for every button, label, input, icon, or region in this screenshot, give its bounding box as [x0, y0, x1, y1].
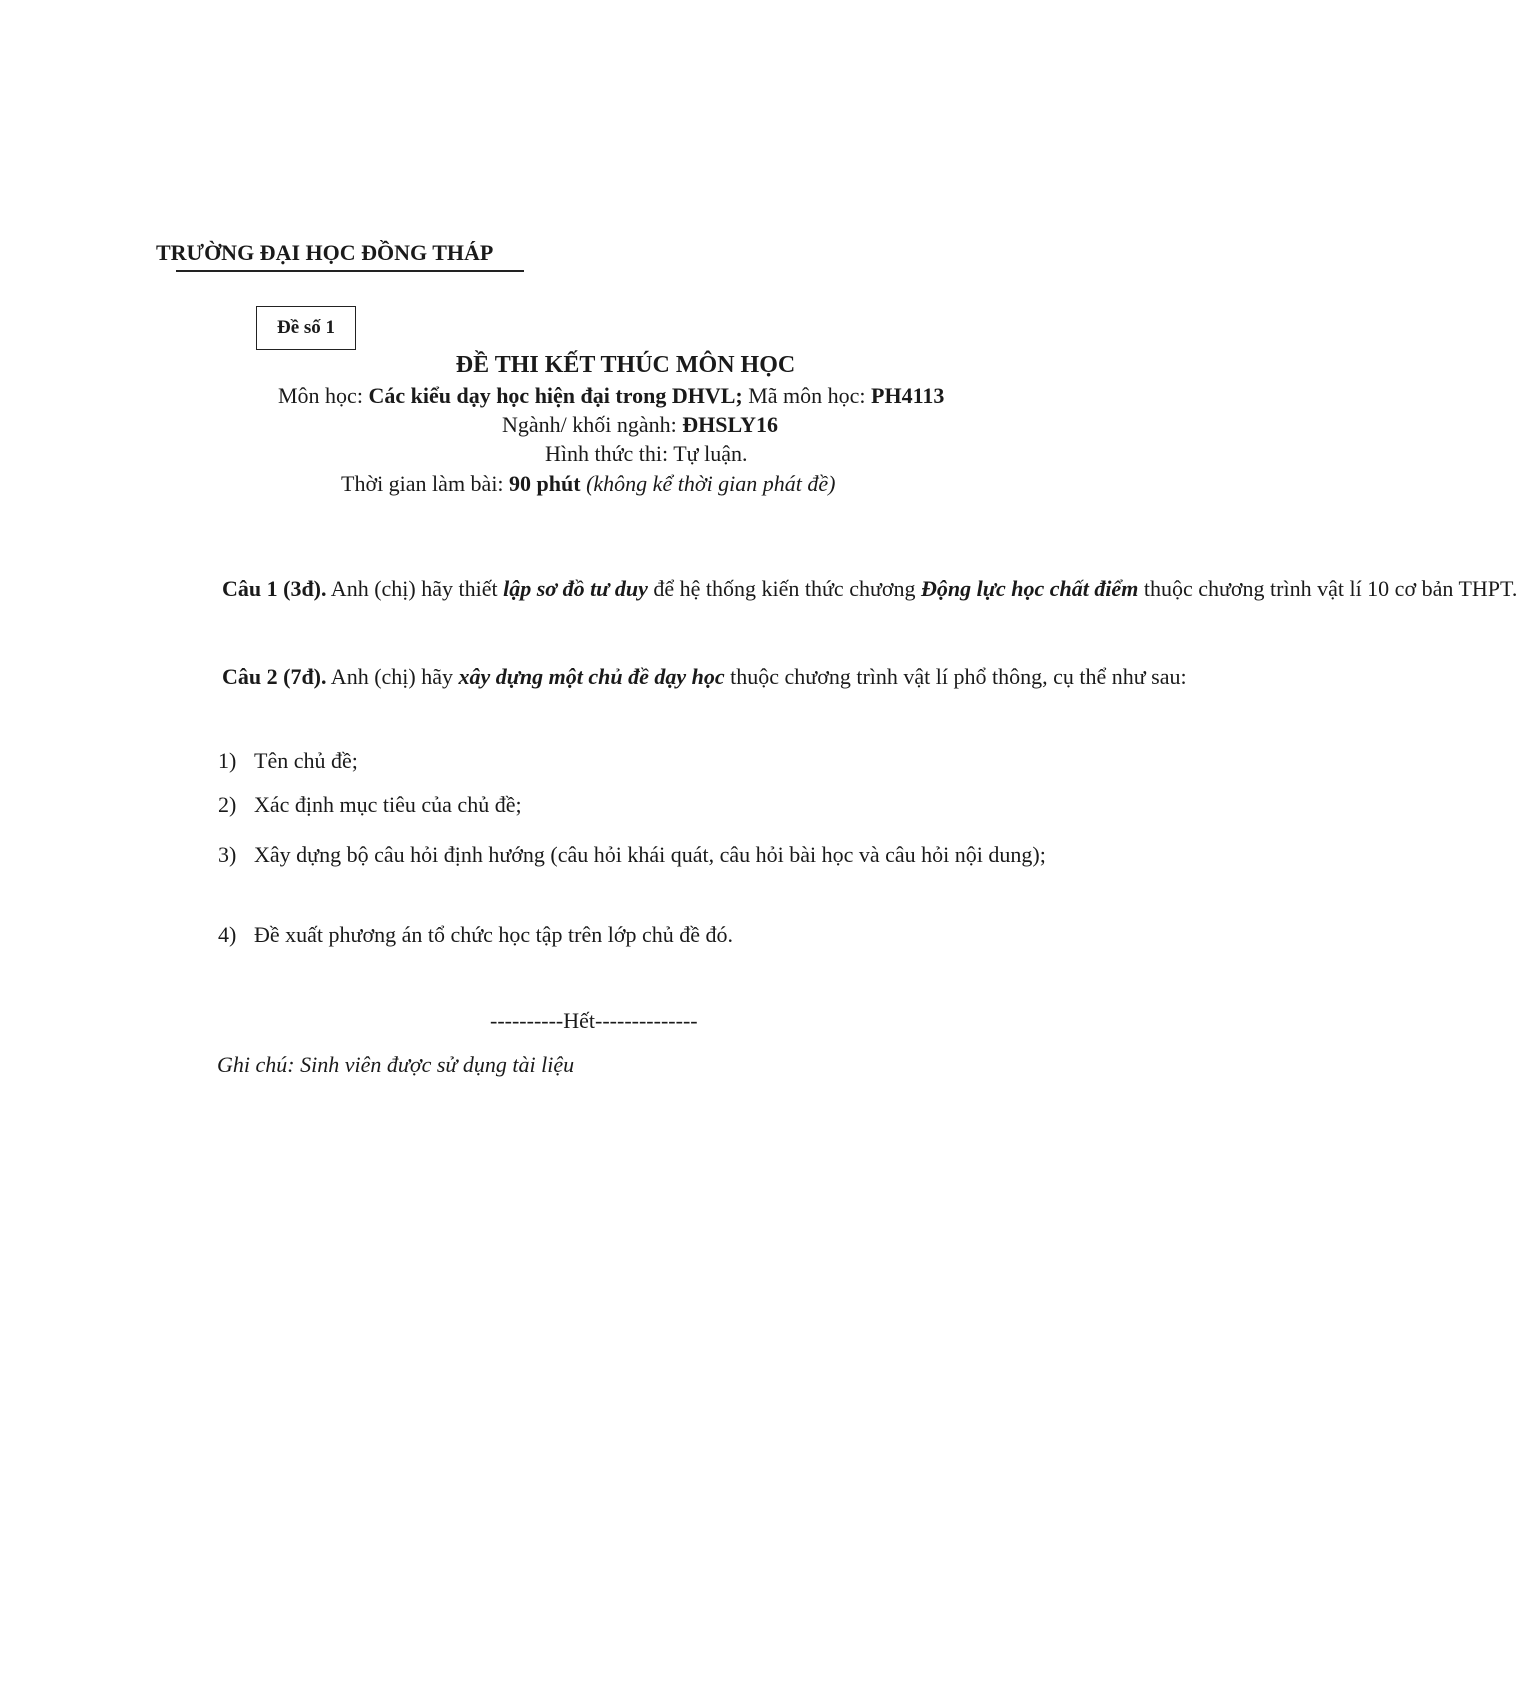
- list-item: [218, 922, 733, 948]
- question-2-text-2: thuộc chương trình vật lí phổ thông, cụ thể như sau:: [724, 664, 1187, 689]
- time-line: [341, 471, 836, 497]
- subject-line: [278, 383, 944, 409]
- subject-label: Môn học:: [278, 383, 369, 408]
- major-label: Ngành/ khối ngành:: [502, 412, 683, 437]
- exam-form: Hình thức thi: Tự luận.: [545, 441, 748, 466]
- exam-code-box: [256, 306, 356, 350]
- end-marker: ----------Hết--------------: [490, 1008, 698, 1033]
- question-1-emphasis-2: Động lực học chất điểm: [921, 576, 1139, 601]
- list-item: [218, 833, 1092, 876]
- exam-code: Đề số 1: [276, 317, 336, 338]
- question-2-text: Anh (chị) hãy: [326, 664, 459, 689]
- list-item-text: Xây dựng bộ câu hỏi định hướng (câu hỏi khái quát, câu hỏi bài học và câu hỏi nội dung);: [254, 842, 1046, 867]
- major-value: ĐHSLY16: [682, 412, 779, 437]
- question-1-emphasis-1: lập sơ đồ tư duy: [503, 576, 648, 601]
- list-item-text: Đề xuất phương án tổ chức học tập trên lớp chủ đề đó.: [254, 922, 734, 947]
- note: Ghi chú: Sinh viên được sử dụng tài liệu: [217, 1052, 575, 1077]
- list-item: [218, 792, 522, 818]
- question-2: [150, 655, 1187, 698]
- list-item-number: 4): [218, 922, 237, 947]
- school-underline: [176, 270, 524, 272]
- exam-title: ĐỀ THI KẾT THÚC MÔN HỌC: [455, 352, 796, 378]
- list-item-text: Xác định mục tiêu của chủ đề;: [254, 792, 522, 817]
- subject-name: Các kiểu dạy học hiện đại trong DHVL;: [368, 383, 743, 408]
- question-1: [150, 567, 1517, 610]
- school-name: TRƯỜNG ĐẠI HỌC ĐỒNG THÁP: [156, 240, 494, 265]
- time-note: (không kể thời gian phát đề): [580, 471, 836, 496]
- question-1-label: Câu 1 (3đ).: [222, 576, 327, 601]
- question-2-emphasis: xây dựng một chủ đề dạy học: [458, 664, 725, 689]
- major-line: [502, 412, 778, 438]
- list-item-number: 2): [218, 792, 237, 817]
- list-item-text: Tên chủ đề;: [254, 748, 358, 773]
- list-item: [218, 748, 358, 774]
- list-item-number: 1): [218, 748, 237, 773]
- time-label: Thời gian làm bài:: [341, 471, 510, 496]
- list-item-number: 3): [218, 842, 237, 867]
- subject-code-label: Mã môn học:: [742, 383, 872, 408]
- time-value: 90 phút: [509, 471, 581, 496]
- question-2-label: Câu 2 (7đ).: [222, 664, 327, 689]
- question-1-text: Anh (chị) hãy thiết: [326, 576, 504, 601]
- question-1-text-2: để hệ thống kiến thức chương: [647, 576, 922, 601]
- question-1-text-3: thuộc chương trình vật lí 10 cơ bản THPT.: [1138, 576, 1517, 601]
- subject-code: PH4113: [871, 383, 945, 408]
